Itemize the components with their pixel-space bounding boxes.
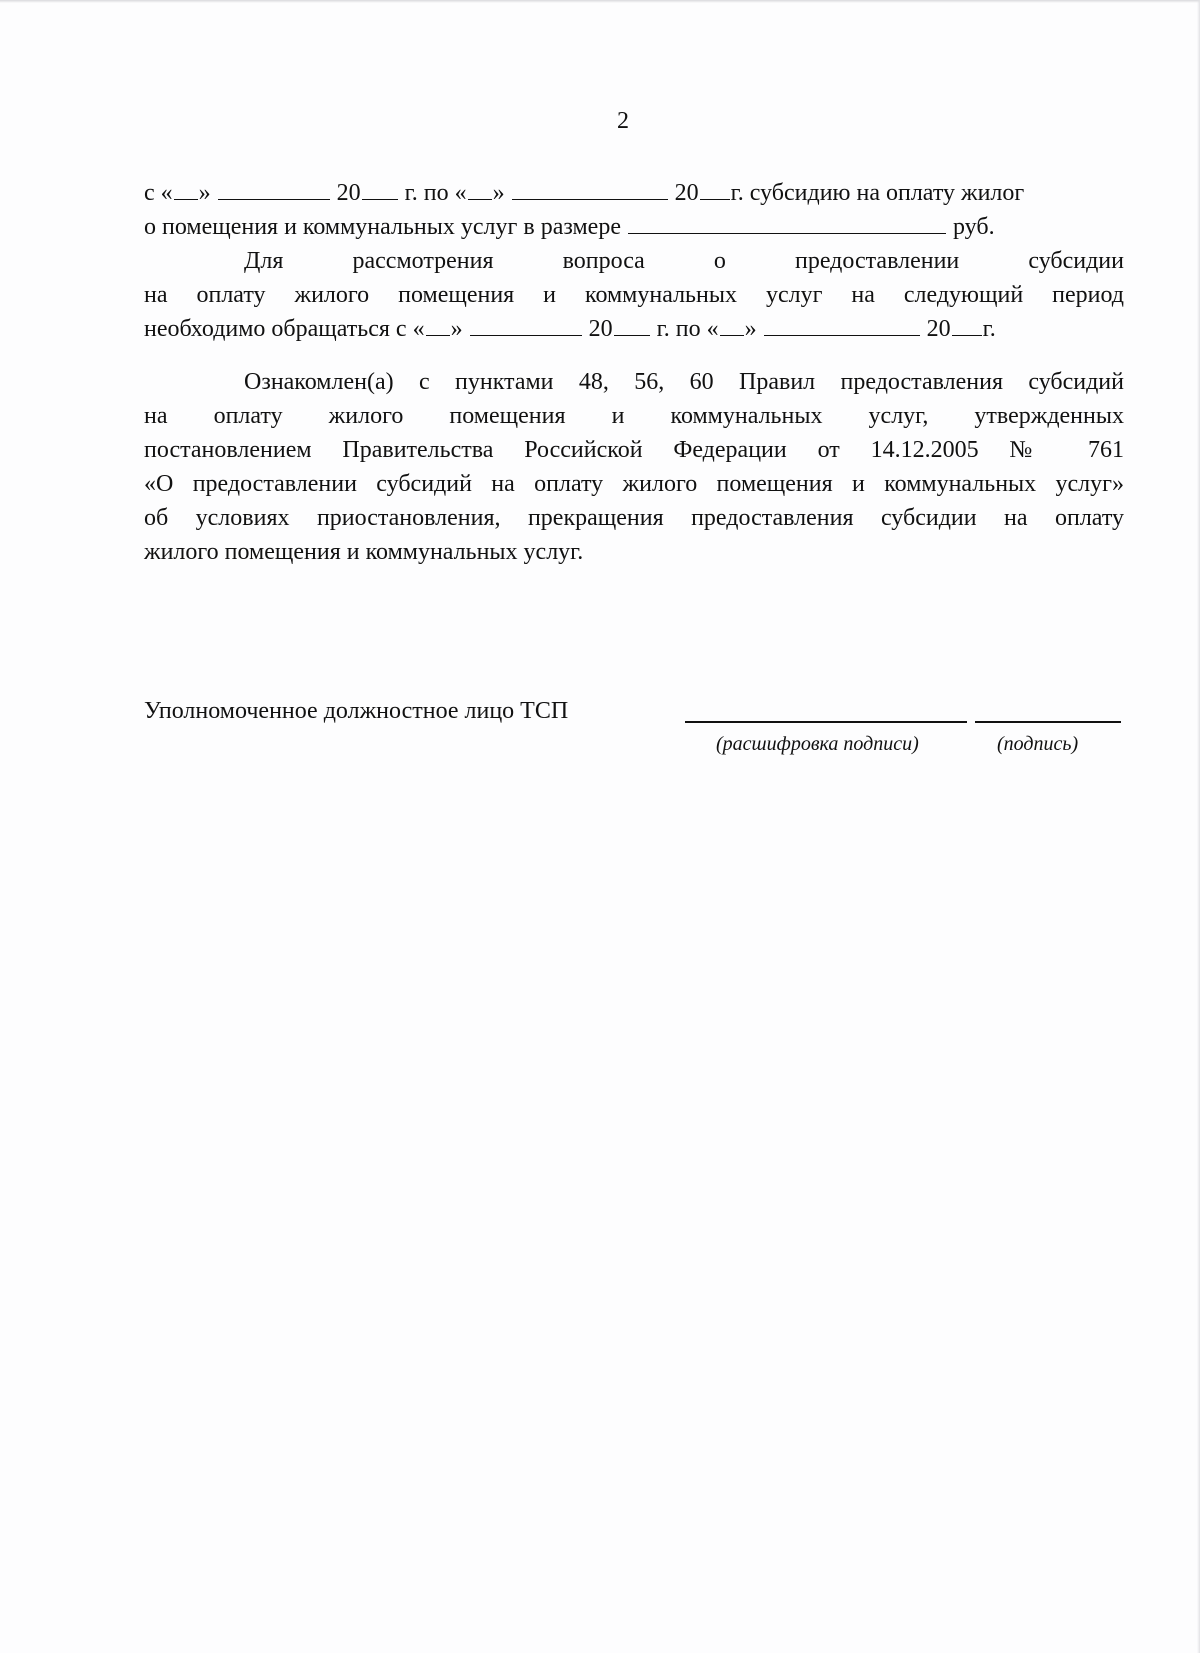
blank-day-field [426,313,450,336]
next-period-line-3 [144,312,1124,346]
subsidy-amount-line [144,210,1124,244]
acknowledgement-line-2: на оплату жилого помещения и коммунальных услуг, утвержденных [144,403,1124,429]
text-fragment: 20 [920,316,951,342]
text-fragment: » [492,180,511,206]
text-fragment: г. по « [650,316,719,342]
acknowledgement-line-1: Ознакомлен(а) с пунктами 48, 56, 60 Правил предоставления субсидий [244,369,1124,395]
next-period-line-1: Для рассмотрения вопроса о предоставлении субсидии [244,248,1124,274]
acknowledgement-paragraph [144,365,1124,569]
text-fragment: 20 [582,316,613,342]
next-period-line-2: на оплату жилого помещения и коммунальных услуг на следующий период [144,282,1124,308]
subsidy-period-line [144,176,1124,210]
subsidy-period-block [144,176,1124,346]
text-fragment: » [450,316,469,342]
signature-line [975,721,1121,723]
scan-top-edge [0,0,1200,3]
blank-month-field [512,177,668,200]
acknowledgement-line-5: об условиях приостановления, прекращения предоставления субсидии на оплату [144,505,1124,531]
signature-decoding-line [685,721,967,723]
blank-month-field [764,313,920,336]
blank-month-field [470,313,582,336]
text-fragment: о помещения и коммунальных услуг в размере [144,214,627,240]
blank-day-field [720,313,744,336]
blank-year-field [614,313,650,336]
blank-amount-field [628,211,946,234]
official-signature-label: Уполномоченное должностное лицо ТСП [144,698,569,724]
text-fragment: 20 [668,180,699,206]
acknowledgement-line-3: постановлением Правительства Российской Федерации от 14.12.2005 № 761 [144,437,1124,463]
blank-day-field [174,177,198,200]
acknowledgement-line-4: «О предоставлении субсидий на оплату жилого помещения и коммунальных услуг» [144,471,1124,497]
signature-caption: (подпись) [997,733,1079,755]
page-number: 2 [617,108,629,134]
text-fragment: необходимо обращаться с « [144,316,425,342]
blank-month-field [218,177,330,200]
signature-decoding-caption: (расшифровка подписи) [716,733,919,755]
text-fragment: г. [982,316,996,342]
text-fragment: » [744,316,763,342]
blank-year-field [952,313,982,336]
acknowledgement-line-6: жилого помещения и коммунальных услуг. [144,539,584,565]
text-fragment: руб. [946,214,995,240]
text-fragment: г. субсидию на оплату жилог [730,180,1025,206]
text-fragment: г. по « [398,180,467,206]
blank-day-field [468,177,492,200]
text-fragment: с « [144,180,173,206]
blank-year-field [362,177,398,200]
text-fragment: » [198,180,217,206]
blank-year-field [700,177,730,200]
text-fragment: 20 [330,180,361,206]
